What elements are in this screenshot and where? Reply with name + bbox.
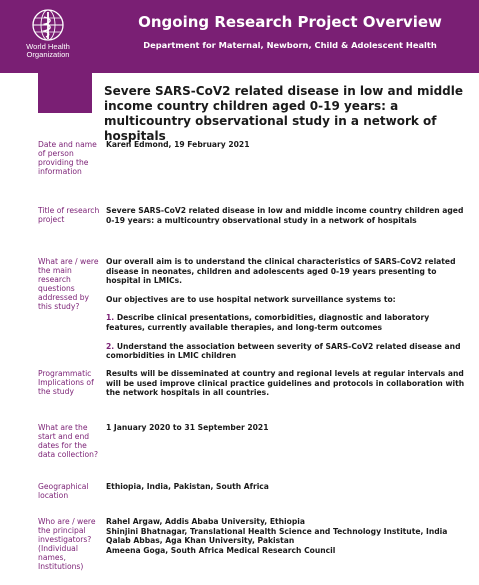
label-title: Title of research project (38, 206, 100, 224)
page-title: Ongoing Research Project Overview (138, 13, 442, 31)
org-name-line1: World Health (26, 42, 70, 51)
label-questions: What are / were the main research questions addressed by this study? (38, 257, 99, 311)
who-emblem-icon (31, 8, 65, 42)
value-submitter: Karen Edmond, 19 February 2021 (106, 140, 250, 149)
label-implications: Programmatic Implications of the study (38, 369, 94, 396)
department-subtitle: Department for Maternal, Newborn, Child & Adolescent Health (143, 40, 437, 50)
overall-aim: Our overall aim is to understand the clinical characteristics of SARS-CoV2 related disease in neonates, children and adolescents aged 0-19 years presenting to hospital in LMICs. (106, 257, 456, 286)
objectives-intro: Our objectives are to use hospital network surveillance systems to: (106, 294, 396, 304)
label-location: Geographical location (38, 482, 89, 500)
value-investigators (106, 517, 468, 555)
objective-1-text: Describe clinical presentations, comorbidities, diagnostic and laboratory features, currently available therapies, and long-term outcomes (106, 313, 430, 332)
investigator-item: Qalab Abbas, Aga Khan University, Pakistan (106, 536, 295, 546)
who-logo (20, 8, 76, 64)
investigator-item: Ameena Goga, South Africa Medical Research Council (106, 545, 336, 555)
investigator-item: Rahel Argaw, Addis Ababa University, Ethiopia (106, 517, 306, 526)
org-name-line2: Organization (26, 50, 70, 59)
investigator-item: Shinjini Bhatnagar, Translational Health Science and Technology Institute, India (106, 526, 448, 536)
value-title: Severe SARS-CoV2 related disease in low and middle income country children aged 0-19 years: a multicountry observational study in a network of hospitals (106, 206, 464, 225)
value-implications: Results will be disseminated at country and regional levels at regular intervals and will be used improve clinical practice guidelines and protocols in collaboration with the network hospitals in all countries. (106, 369, 465, 398)
accent-bar (38, 73, 92, 113)
objective-2-text: Understand the association between severity of SARS-CoV2 related disease and comorbidities in LMIC children (106, 341, 461, 361)
value-questions (106, 257, 468, 370)
objective-1 (106, 313, 468, 332)
label-submitter: Date and name of person providing the information (38, 140, 97, 176)
objective-1-number: 1. (106, 313, 115, 323)
objective-2-number: 2. (106, 341, 115, 351)
value-dates: 1 January 2020 to 31 September 2021 (106, 423, 269, 432)
label-dates: What are the start and end dates for the data collection? (38, 423, 98, 459)
value-location: Ethiopia, India, Pakistan, South Africa (106, 482, 269, 491)
study-title: Severe SARS-CoV2 related disease in low and middle income country children aged 0-19 years: a multicountry observational study in a network of hospitals (104, 84, 463, 143)
objective-2 (106, 342, 468, 361)
label-investigators: Who are / were the principal investigators? (Individual names, Institutions) (38, 517, 96, 571)
header-banner (0, 0, 479, 73)
